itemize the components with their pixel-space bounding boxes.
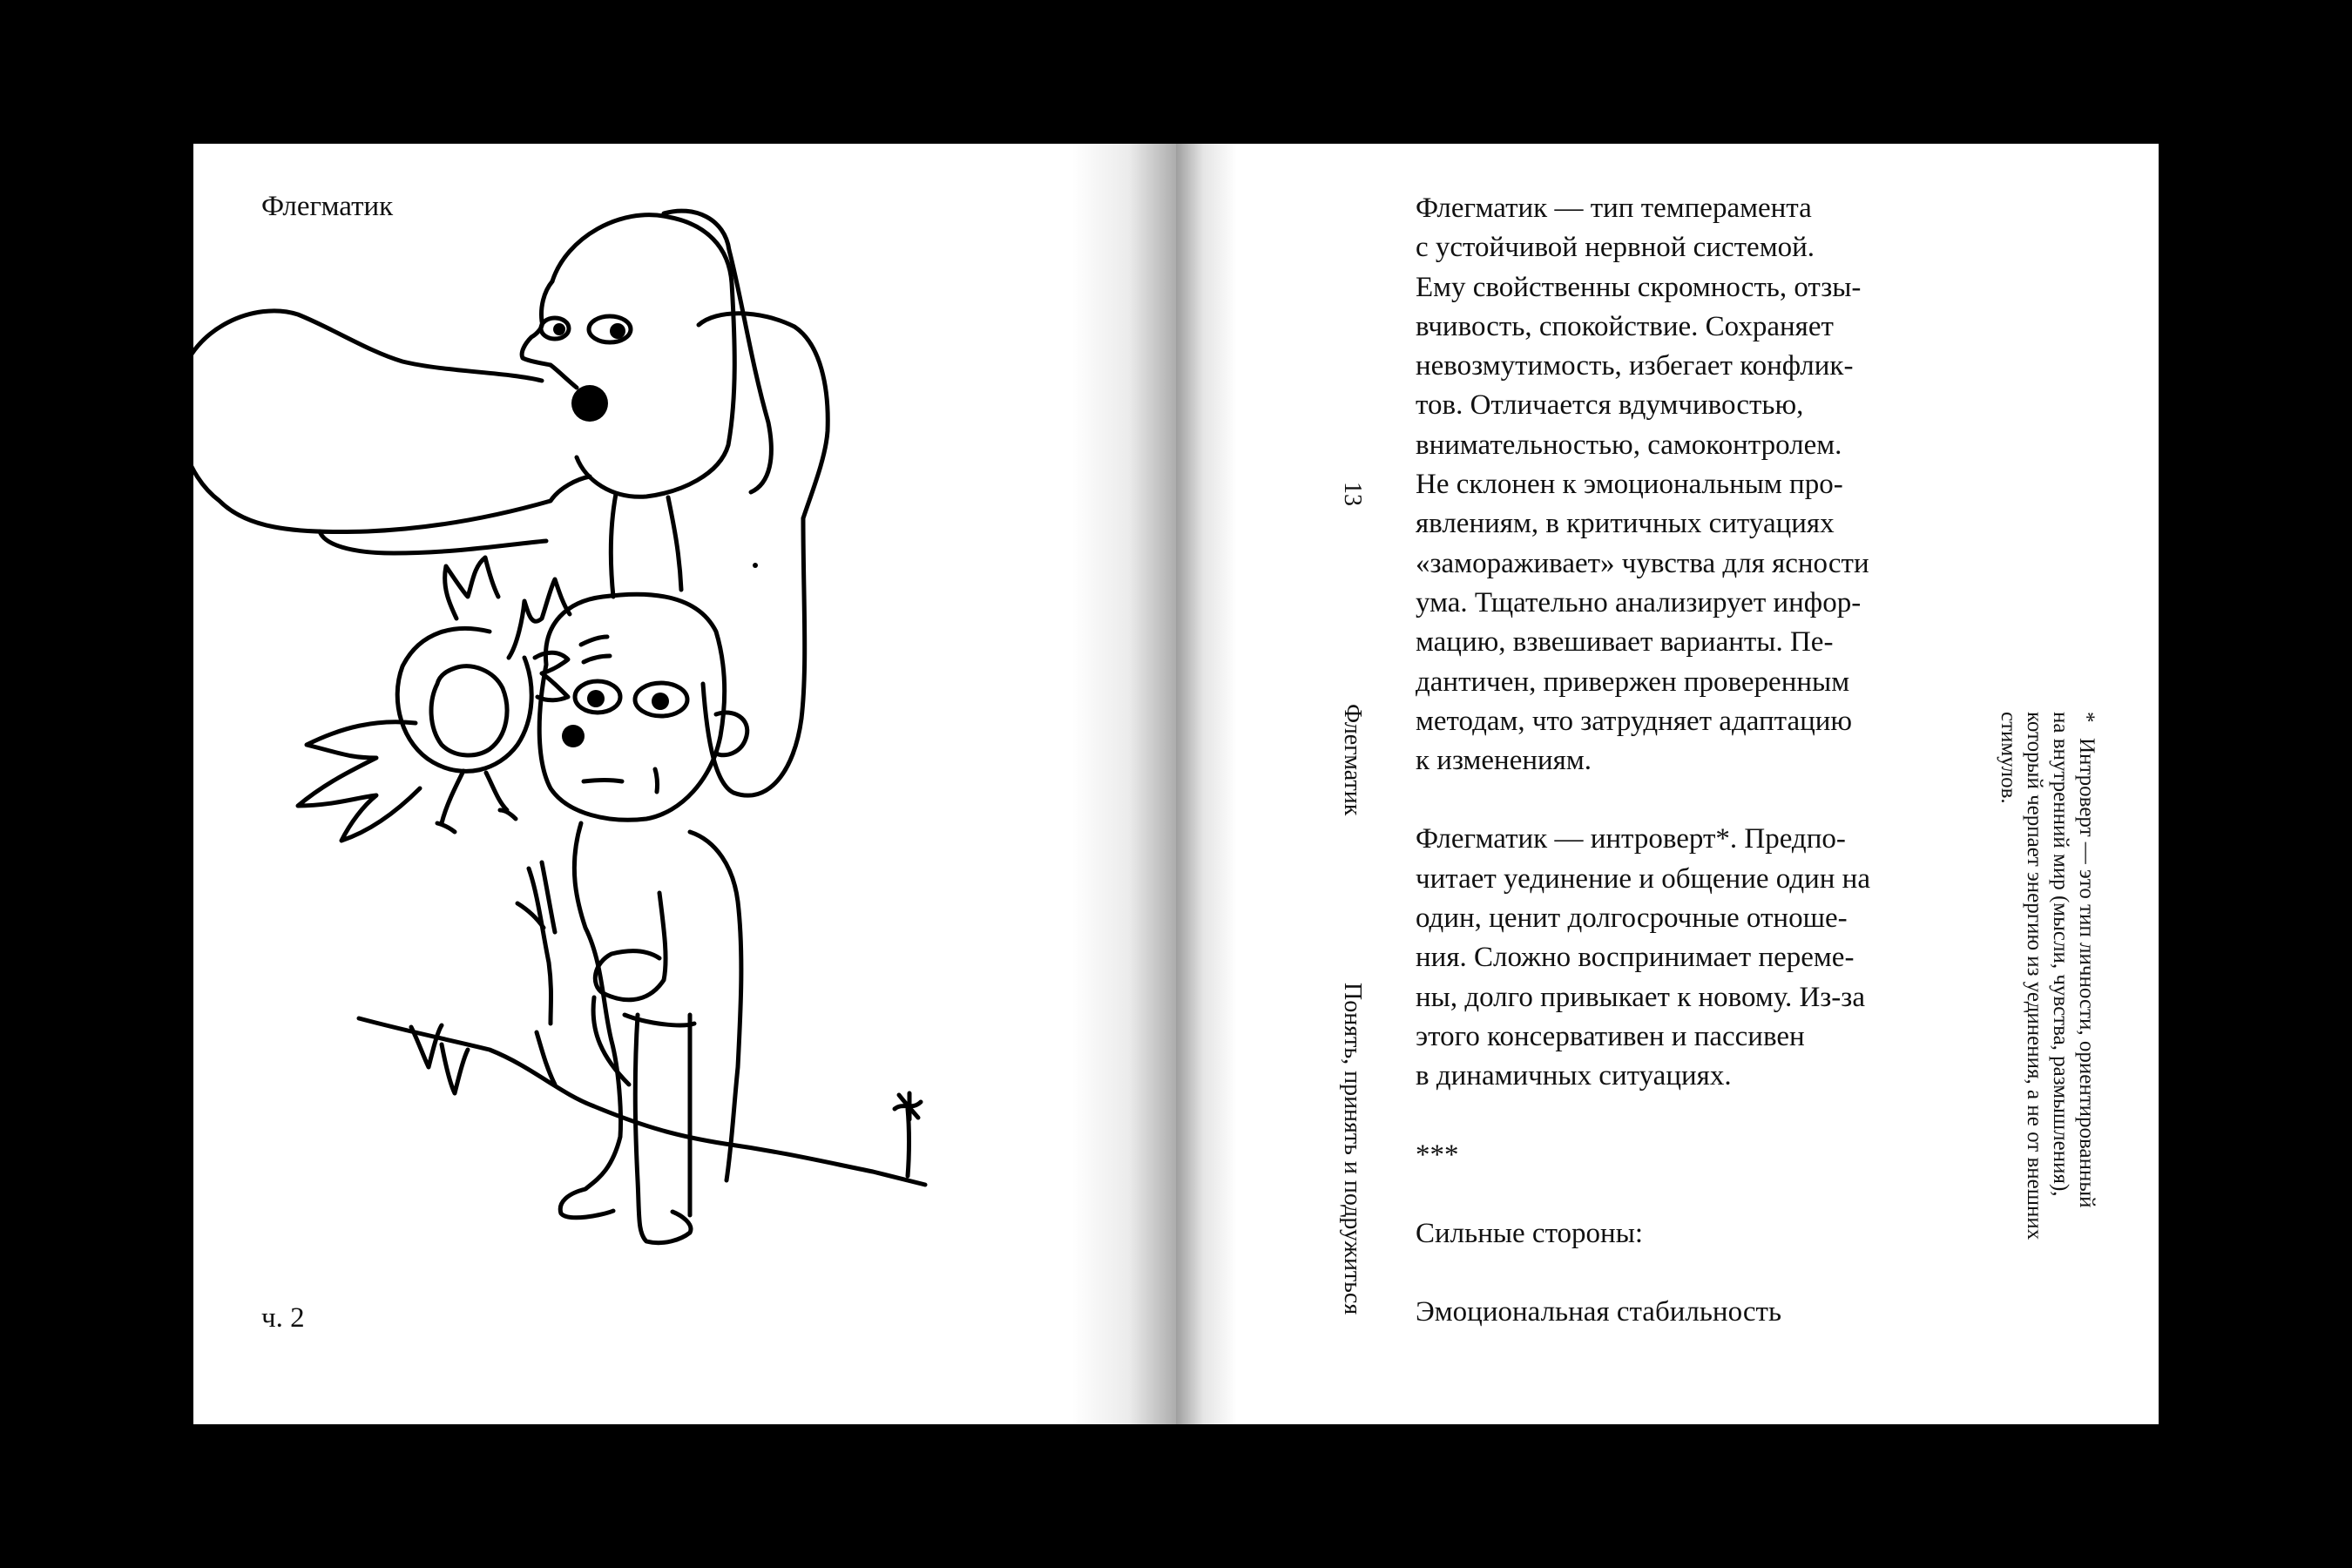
body-text: [1416, 189, 1956, 1371]
strengths-heading: Сильные стороны:: [1416, 1217, 1644, 1249]
boy-figure: [517, 594, 747, 1242]
ground: [359, 1018, 925, 1185]
footnote-line: на внутренний мир (мысли, чувства, размышления),: [2049, 712, 2072, 1197]
part-label: ч. 2: [261, 1302, 305, 1334]
left-page: [193, 144, 1176, 1424]
footnote: [1995, 712, 2099, 1321]
footnote-marker: *: [2075, 712, 2099, 723]
page-number: 13: [1339, 482, 1366, 506]
footnote-line: Интроверт — это тип личности, ориентированный: [2075, 738, 2099, 1208]
left-page-title: Флегматик: [261, 191, 394, 222]
illustration: [193, 144, 1176, 1424]
running-head: [1335, 482, 1369, 1424]
book-title: Понять, принять и подружиться: [1339, 983, 1366, 1315]
strength-item: Эмоциональная стабильность: [1416, 1296, 1782, 1328]
section-title: Флегматик: [1339, 704, 1366, 816]
right-page: [1176, 144, 2159, 1424]
gutter-shadow-left: [1071, 144, 1176, 1424]
gutter-shadow-right: [1176, 144, 1237, 1424]
bird-figure: [298, 558, 610, 841]
section-separator: ***: [1416, 1139, 1459, 1171]
footnote-line: стимулов.: [1997, 712, 2020, 804]
dog-figure: [193, 211, 828, 795]
book-spread: [193, 144, 2159, 1424]
footnote-line: который черпает энергию из уединения, а не от внешних: [2023, 712, 2046, 1240]
paragraph-2: Флегматик — интроверт*. Предпо- читает уединение и общение один на один, ценит долгосрочные отноше- ния. Сложно воспринимает переме- ны, долго привыкает к новому. Из-за этого консервативен и пассивен в динамичных ситуациях.: [1416, 823, 1870, 1092]
paragraph-1: Флегматик — тип темперамента с устойчивой нервной системой. Ему свойственны скромность, отзы- вчивость, спокойствие. Сохраняет невозмутимость, избегает конфлик- тов. Отличается вдумчивостью, внимательностью, самоконтролем. Не склонен к эмоциональным про- явлениям, в критичных ситуациях «замораживает» чувства для ясности ума. Тщательно анализирует инфор- мацию, взвешивает варианты. Пе- дантичен, привержен проверенным методам, что затрудняет адаптацию к изменениям.: [1416, 193, 1869, 777]
